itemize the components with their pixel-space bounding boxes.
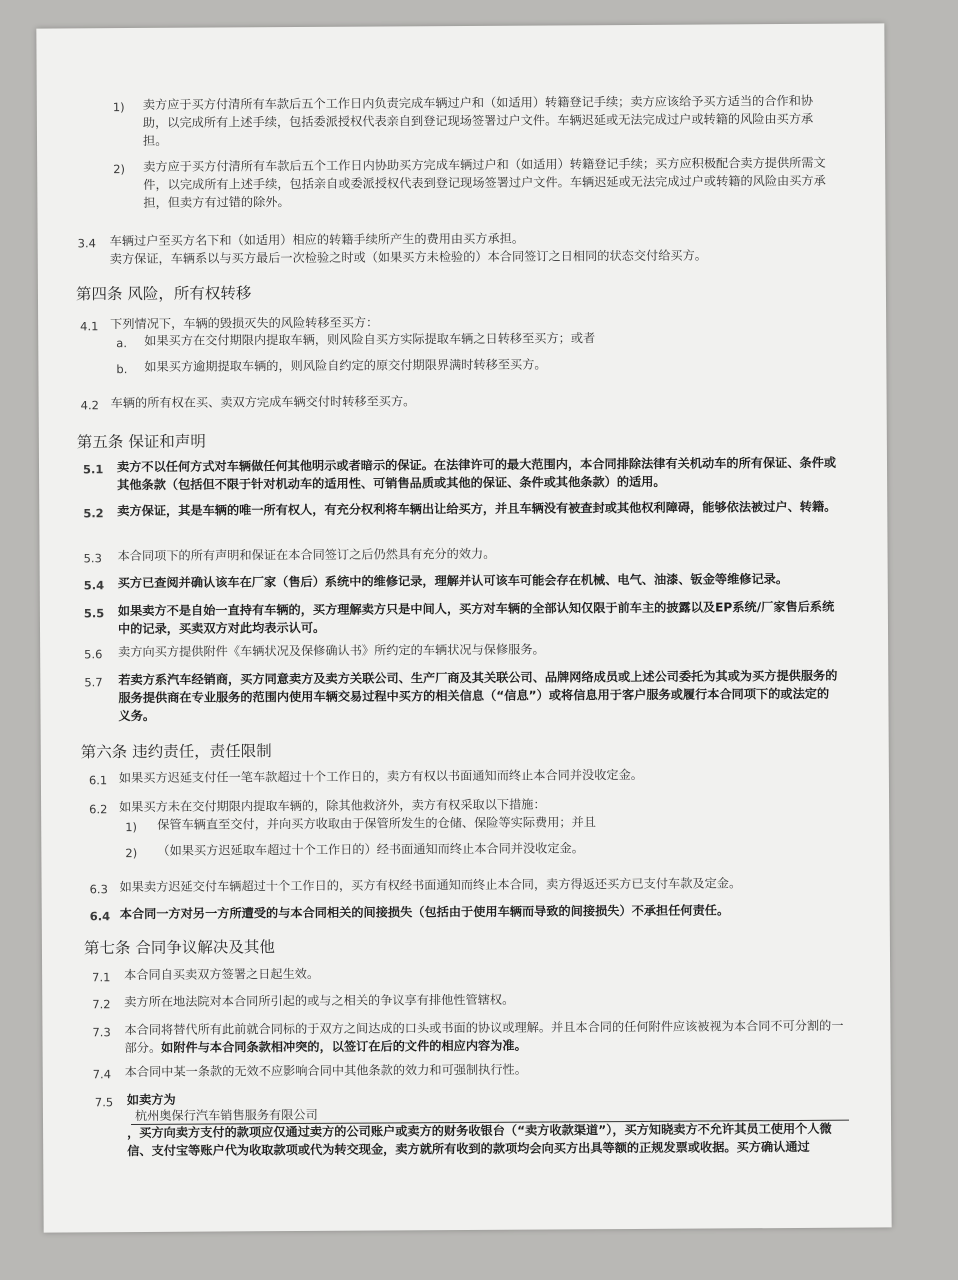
item-number: 2) xyxy=(113,162,126,177)
section-4-heading: 第四条 风险，所有权转移 xyxy=(75,284,252,304)
clause-7-2: 卖方所在地法院对本合同所引起的或与之相关的争议享有排他性管辖权。 xyxy=(124,992,515,1010)
clause-number: 5.5 xyxy=(83,606,105,621)
clause-7-3 xyxy=(124,1017,844,1057)
clause-number: 7.1 xyxy=(92,970,111,985)
clause-7-5: 如卖方为 xyxy=(126,1092,176,1108)
clause-number: 6.1 xyxy=(88,773,108,788)
clause-4-1-b: 如果买方逾期提取车辆的，则风险自约定的原交付期限界满时转移至买方。 xyxy=(144,357,547,374)
clause-4-1: 下列情况下，车辆的毁损灭失的风险转移至买方： xyxy=(110,315,379,332)
item-letter: b. xyxy=(116,362,128,377)
clause-3-4-line1: 车辆过户至买方名下和（如适用）相应的转籍手续所产生的费用由买方承担。 xyxy=(109,231,525,249)
clause-6-1: 如果买方迟延支付任一笔车款超过十个工作日的，卖方有权以书面通知而终止本合同并没收定金。 xyxy=(118,767,644,786)
item-number: 1) xyxy=(112,100,125,115)
contract-page xyxy=(36,23,891,1232)
section-5-heading: 第五条 保证和声明 xyxy=(76,432,206,452)
clause-number: 5.1 xyxy=(82,462,104,477)
clause-7-4: 本合同中某一条款的无效不应影响合同中其他条款的效力和可强制执行性。 xyxy=(124,1062,527,1080)
clause-5-2: 卖方保证，其是车辆的唯一所有权人，有充分权利将车辆出让给买方，并且车辆没有被查封或其他权利障碍，能够依法被过户、转籍。 xyxy=(117,499,837,519)
clause-6-3: 如果卖方迟延交付车辆超过十个工作日的，买方有权经书面通知而终止本合同，卖方得返还买方已支付车款及定金。 xyxy=(119,876,742,895)
clause-number: 7.3 xyxy=(92,1025,111,1040)
item-letter: a. xyxy=(116,336,127,351)
clause-number: 6.4 xyxy=(89,909,111,924)
item-number: 2) xyxy=(125,846,138,861)
clause-number: 6.2 xyxy=(89,802,108,817)
clause-number: 5.4 xyxy=(83,578,105,593)
clause-number: 5.3 xyxy=(83,551,102,566)
clause-7-5-payment: ，买方向卖方支付的款项应仅通过卖方的公司账户或卖方的财务收银台（“卖方收款渠道”），买方知晓卖方不允许其员工使用个人微信、支付宝等账户代为收取款项或代为转交现金，卖方就所有收到的款项均会向买方出具等额的正规发票或收据。买方确认通过 xyxy=(127,1121,832,1159)
clause-number: 7.5 xyxy=(94,1095,114,1110)
clause-3-3-2: 卖方应于买方付清所有车款后五个工作日内协助买方完成车辆过户和（如适用）转籍登记手续；买方应积极配合卖方提供所需文件，以完成所有上述手续，包括亲自或委派授权代表到登记现场签署过户文件。车辆迟延或无法完成过户或转籍的风险由买方承担，但卖方有过错的除外。 xyxy=(143,155,826,210)
clause-5-7: 若卖方系汽车经销商，买方同意卖方及卖方关联公司、生产厂商及其关联公司、品牌网络成员或上述公司委托为其或为买方提供服务的服务提供商在专业服务的范围内使用车辆交易过程中买方的相关信息（“信息”）或将信息用于客户服务或履行本合同项下的或法定的义务。 xyxy=(118,668,838,724)
clause-3-4-line2: 卖方保证，车辆系以与买方最后一次检验之时或（如果买方未检验的）本合同签订之日相同的状态交付给买方。 xyxy=(109,248,707,267)
clause-4-2: 车辆的所有权在买、卖双方完成车辆交付时转移至买方。 xyxy=(110,394,416,411)
clause-5-6: 卖方向买方提供附件《车辆状况及保修确认书》所约定的车辆状况与保修服务。 xyxy=(118,642,545,660)
clause-6-2-1: 保管车辆直至交付，并向买方收取由于保管所发生的仓储、保险等实际费用；并且 xyxy=(157,815,596,832)
clause-6-2: 如果买方未在交付期限内提取车辆的，除其他救济外，卖方有权采取以下措施： xyxy=(119,797,546,815)
clause-number: 5.7 xyxy=(84,675,103,690)
section-6-heading: 第六条 违约责任，责任限制 xyxy=(80,742,272,762)
clause-6-2-2: （如果买方迟延取车超过十个工作日的）经书面通知而终止本合同并没收定金。 xyxy=(157,841,584,858)
section-7-heading: 第七条 合同争议解决及其他 xyxy=(83,938,275,958)
clause-number: 4.1 xyxy=(80,319,99,334)
clause-7-1: 本合同自买卖双方签署之日起生效。 xyxy=(124,966,320,983)
clause-number: 5.2 xyxy=(83,506,104,521)
clause-5-1: 卖方不以任何方式对车辆做任何其他明示或者暗示的保证。在法律许可的最大范围内，本合同排除法律有关机动车的所有保证、条件或其他条款（包括但不限于针对机动车的适用性、可销售品质或其他的保证、条件或其他条款）的适用。 xyxy=(116,455,837,493)
clause-number: 7.2 xyxy=(92,997,111,1012)
clause-5-3: 本合同项下的所有声明和保证在本合同签订之后仍然具有充分的效力。 xyxy=(117,546,496,564)
clause-number: 5.6 xyxy=(84,647,103,662)
clause-number: 7.4 xyxy=(92,1067,112,1082)
clause-7-3-text: 本合同将替代所有此前就合同标的于双方之间达成的口头或书面的协议或理解。并且本合同的任何附件应该被视为本合同不可分割的一部分。 xyxy=(124,1018,844,1056)
clause-3-3-1: 卖方应于买方付清所有车款后五个工作日内负责完成车辆过户和（如适用）转籍登记手续；卖方应该给予买方适当的合作和协助，以完成所有上述手续，包括委派授权代表亲自到登记现场签署过户文件。车辆迟延或无法完成过户或转籍的风险由买方承担。 xyxy=(142,93,814,148)
clause-number: 6.3 xyxy=(89,882,108,897)
clause-5-5: 如果卖方不是自始一直持有车辆的，买方理解卖方只是中间人，买方对车辆的全部认知仅限于前车主的披露以及EP系统/厂家售后系统中的记录，买卖双方对此均表示认可。 xyxy=(117,599,835,637)
clause-6-4: 本合同一方对另一方所遭受的与本合同相关的间接损失（包括由于使用车辆而导致的间接损失）不承担任何责任。 xyxy=(119,903,730,922)
clause-7-3-bold: 如附件与本合同条款相冲突的，以签订在后的文件的相应内容为准。 xyxy=(161,1038,527,1055)
seller-company-name: 杭州奥保行汽车销售服务有限公司 xyxy=(134,1107,318,1124)
clause-4-1-a: 如果买方在交付期限内提取车辆，则风险自买方实际提取车辆之日转移至买方；或者 xyxy=(144,331,596,348)
clause-number: 4.2 xyxy=(80,398,99,413)
clause-number: 3.4 xyxy=(77,236,96,251)
item-number: 1) xyxy=(125,820,138,835)
clause-5-4: 买方已查阅并确认该车在厂家（售后）系统中的维修记录，理解并认可该车可能会存在机械、电气、油漆、钣金等维修记录。 xyxy=(117,572,789,591)
